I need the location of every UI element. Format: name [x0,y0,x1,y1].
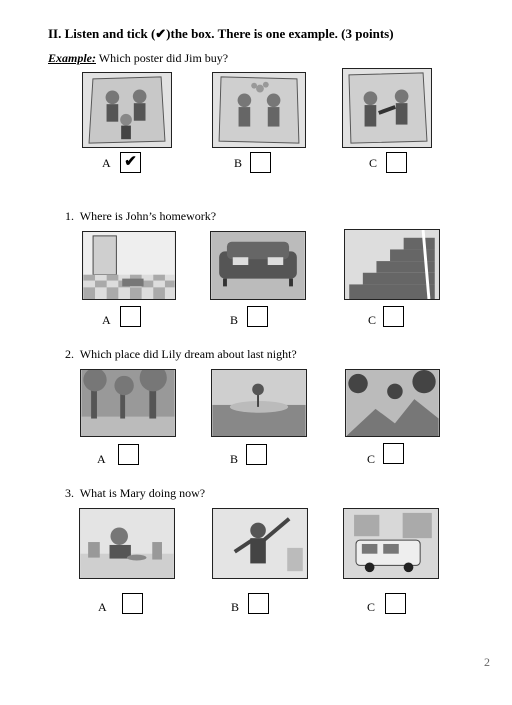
question-1-text: Where is John’s homework? [79,209,217,223]
q2-option-a-label: A [97,452,106,466]
q3-option-a-label: A [98,600,107,614]
example-option-c-checkbox[interactable] [386,152,407,173]
q1-option-a-label: A [102,313,111,327]
example-option-c-label: C [369,156,378,170]
q3-picture-b-dancing[interactable] [212,508,308,579]
question-1-number: 1. [65,209,74,223]
check-icon: ✔ [124,154,137,170]
q1-picture-b-sofa[interactable] [210,231,306,300]
q1-option-b-checkbox[interactable] [247,306,268,327]
question-2-text: Which place did Lily dream about last night? [79,347,297,361]
example-option-b-label: B [234,156,243,170]
q3-option-b-checkbox[interactable] [248,593,269,614]
q2-option-c-label: C [367,452,376,466]
q3-option-c-checkbox[interactable] [385,593,406,614]
q1-option-a-checkbox[interactable] [120,306,141,327]
example-option-a-checkbox[interactable] [120,152,141,173]
q2-option-a-checkbox[interactable] [118,444,139,465]
question-3-text: What is Mary doing now? [79,486,206,500]
example-question-text: Which poster did Jim buy? [98,51,229,65]
example-option-a-label: A [102,156,111,170]
example-question [48,51,228,66]
question-1 [65,209,216,224]
page-number: 2 [484,655,490,669]
q2-option-c-checkbox[interactable] [383,443,404,464]
q3-option-c-label: C [367,600,376,614]
question-2 [65,347,297,362]
q2-option-b-label: B [230,452,239,466]
q1-option-b-label: B [230,313,239,327]
q1-picture-a-doorway-floor[interactable] [82,231,176,300]
q1-option-c-label: C [368,313,377,327]
q3-picture-a-eating[interactable] [79,508,175,579]
example-label: Example: [48,51,96,65]
question-3-number: 3. [65,486,74,500]
question-3 [65,486,205,501]
q2-option-b-checkbox[interactable] [246,444,267,465]
q3-option-b-label: B [231,600,240,614]
section-title: II. Listen and tick (✔)the box. There is one example. (3 points) [48,26,394,41]
q2-picture-b-island[interactable] [211,369,307,437]
q1-picture-c-stairs[interactable] [344,229,440,300]
q3-picture-c-van[interactable] [343,508,439,579]
question-2-number: 2. [65,347,74,361]
q2-picture-a-forest[interactable] [80,369,176,437]
q2-picture-c-jungle[interactable] [345,369,440,437]
q3-option-a-checkbox[interactable] [122,593,143,614]
example-picture-a-pirates-poster[interactable] [82,72,172,148]
example-picture-c-band-poster[interactable] [342,68,432,148]
q1-option-c-checkbox[interactable] [383,306,404,327]
example-picture-b-clowns-poster[interactable] [212,72,306,148]
example-option-b-checkbox[interactable] [250,152,271,173]
